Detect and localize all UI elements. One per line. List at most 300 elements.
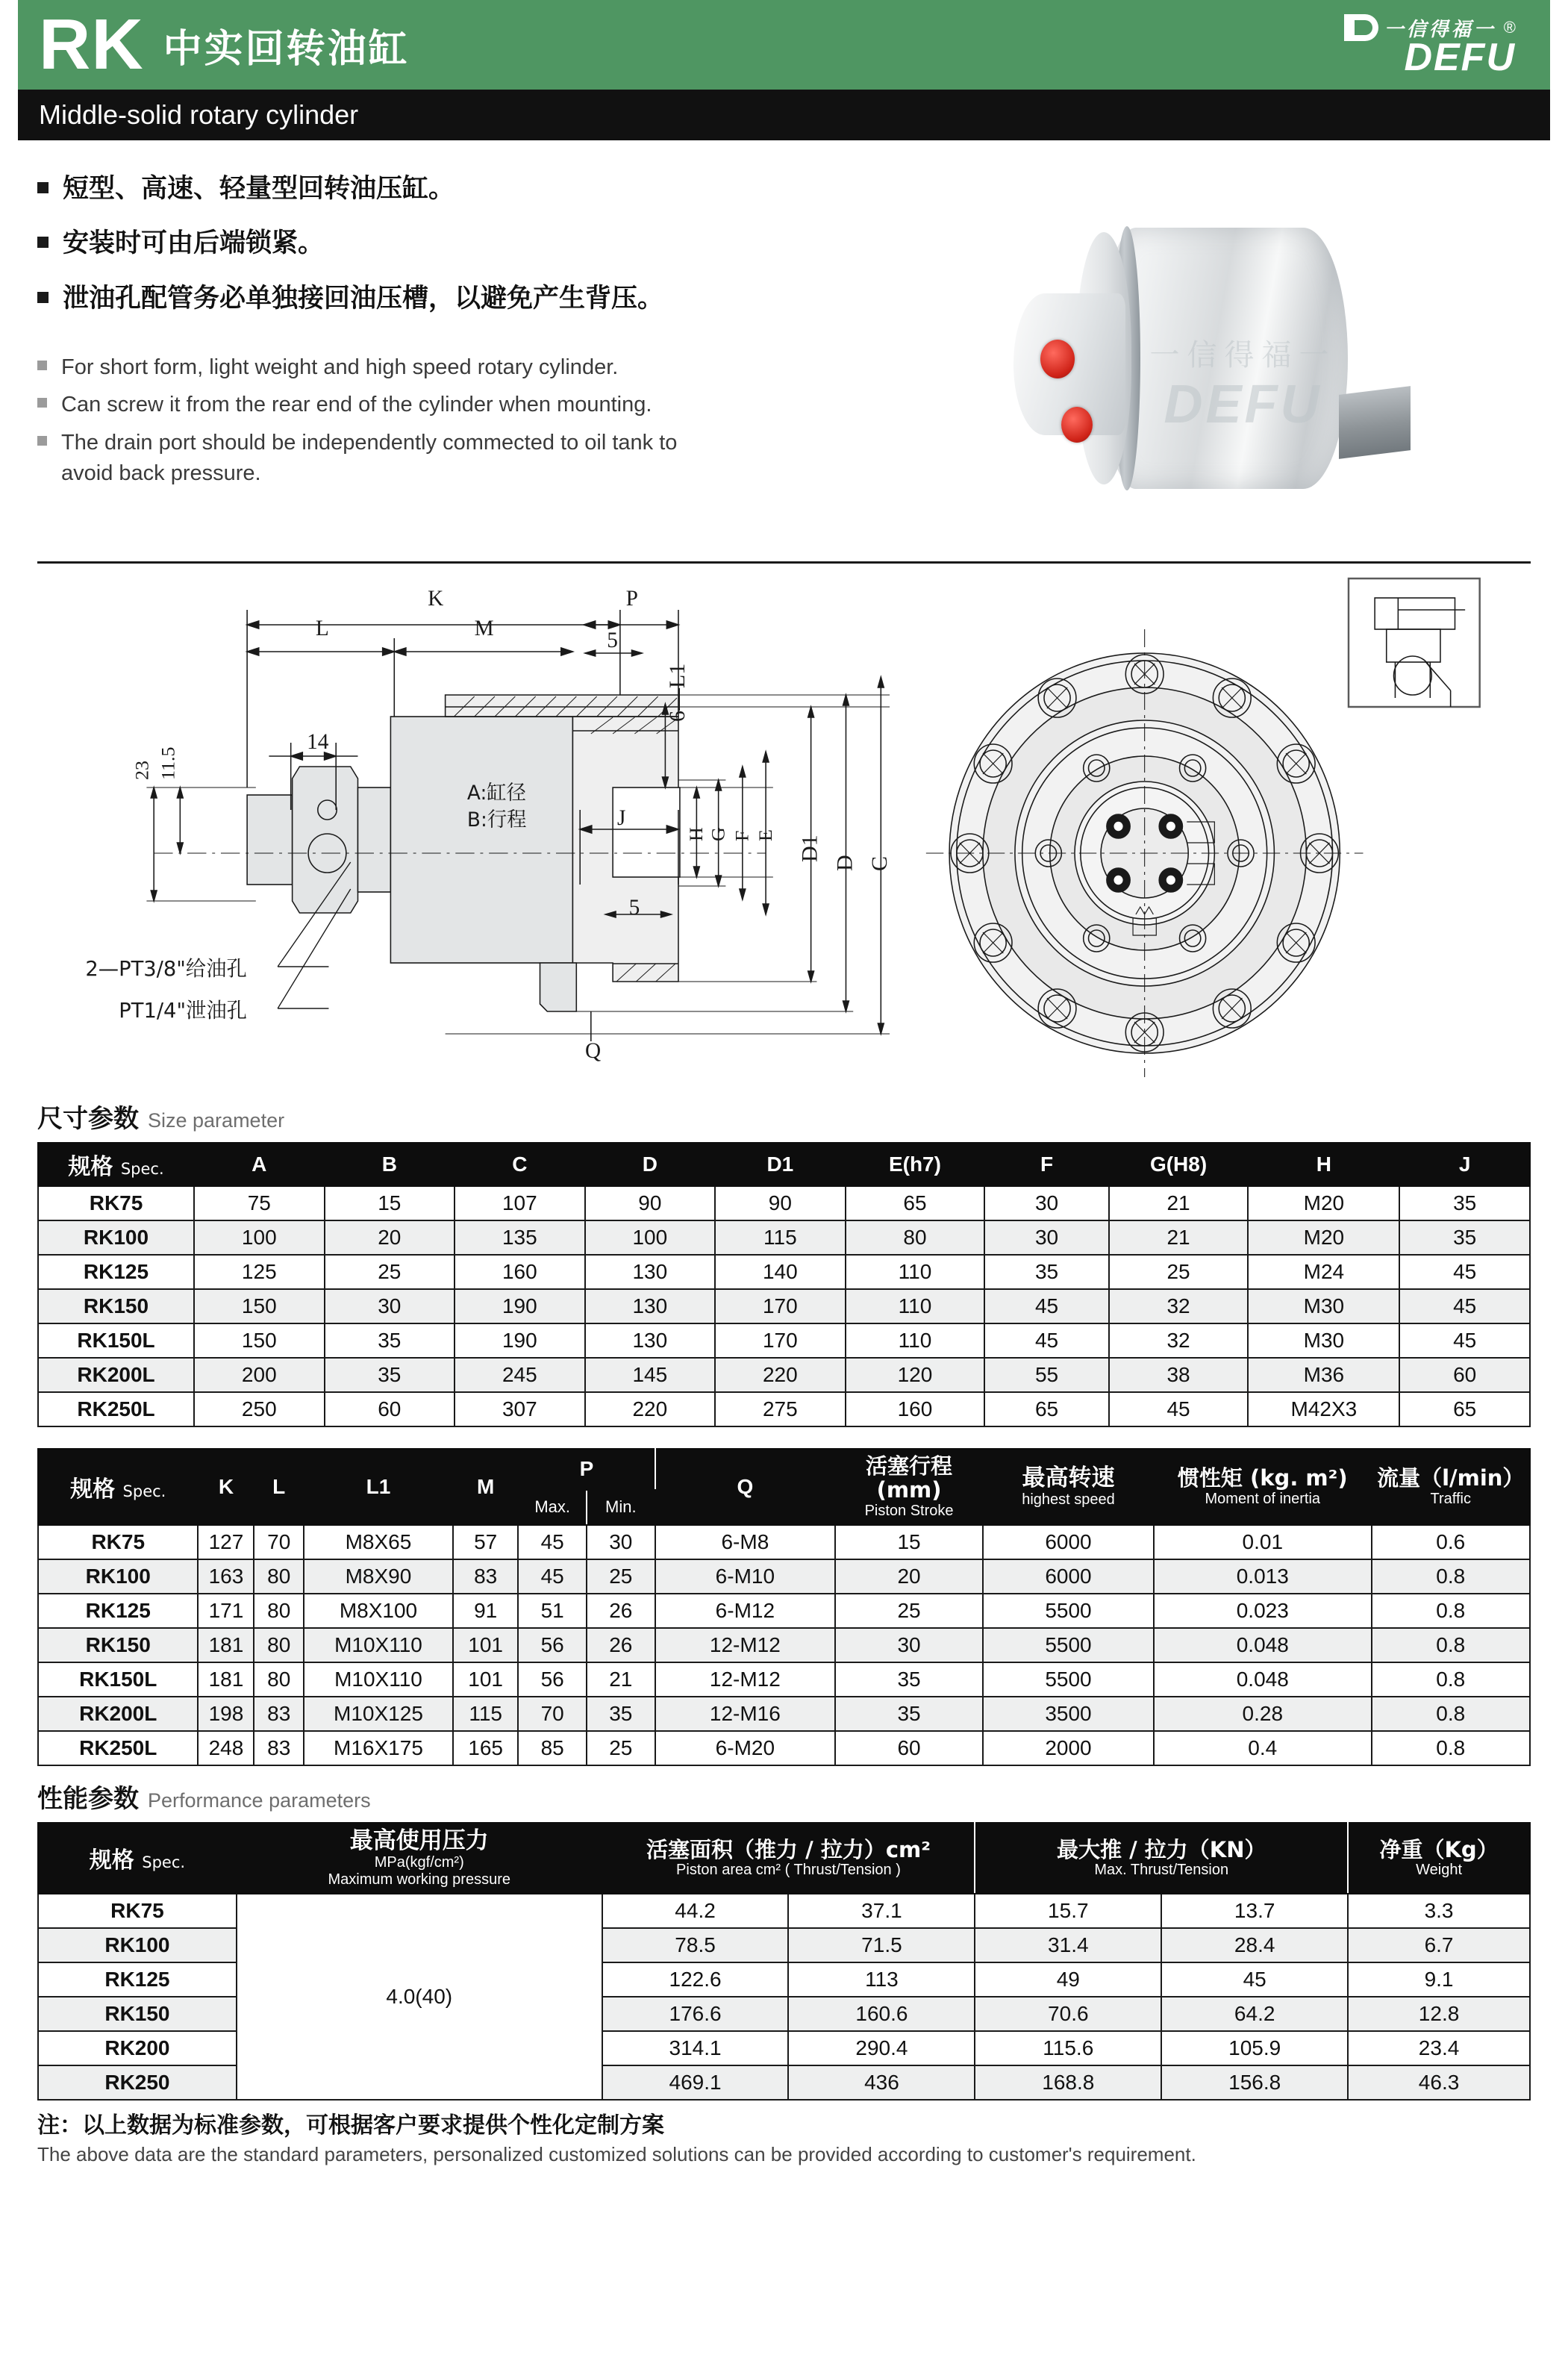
cell: 125 xyxy=(194,1255,325,1289)
cell: 0.023 xyxy=(1154,1594,1372,1628)
size-parameter-heading xyxy=(37,1098,1531,1135)
col-spec: 规格 Spec. xyxy=(38,1449,198,1525)
cell: 25 xyxy=(325,1255,455,1289)
cell: 35 xyxy=(325,1323,455,1358)
size-parameter-table-2 xyxy=(37,1448,1531,1766)
cell: 3500 xyxy=(983,1697,1154,1731)
logo-b-icon xyxy=(1344,14,1378,41)
cell: 45 xyxy=(984,1323,1108,1358)
cell: 21 xyxy=(587,1662,655,1697)
col-d: D xyxy=(585,1143,716,1186)
cell: 45 xyxy=(518,1525,587,1559)
cell-spec: RK100 xyxy=(38,1559,198,1594)
label-Q: Q xyxy=(585,1038,602,1064)
cell: 165 xyxy=(453,1731,518,1765)
table-row xyxy=(38,1697,1530,1731)
cell: 35 xyxy=(835,1697,983,1731)
label-bore-b: B:行程 xyxy=(466,808,527,832)
note-en: The above data are the standard parameters, personalized customized solutions can be provided according to customer's requirement. xyxy=(37,2142,1196,2165)
feature-text: 短型、高速、轻量型回转油压缸。 xyxy=(63,174,455,204)
cell: M30 xyxy=(1248,1289,1399,1323)
cell: 122.6 xyxy=(602,1962,789,1997)
cell: 80 xyxy=(254,1559,304,1594)
col-c: C xyxy=(455,1143,585,1186)
cell: 115.6 xyxy=(975,2031,1161,2065)
cell-spec: RK200L xyxy=(38,1697,198,1731)
feature-item-cn xyxy=(37,226,881,261)
cell: 60 xyxy=(835,1731,983,1765)
cell: 160.6 xyxy=(788,1997,975,2031)
label-five-top: 5 xyxy=(607,628,618,653)
callout-oil-port: 2—PT3/8"给油孔 xyxy=(85,955,247,982)
cell: 60 xyxy=(325,1392,455,1426)
cell: 65 xyxy=(846,1186,985,1220)
cell: 6000 xyxy=(983,1525,1154,1559)
cell-spec: RK150 xyxy=(38,1997,237,2031)
cell-spec: RK150 xyxy=(38,1628,198,1662)
cell: 275 xyxy=(715,1392,846,1426)
cell: 30 xyxy=(325,1289,455,1323)
cell: 20 xyxy=(325,1220,455,1255)
cell: 80 xyxy=(254,1662,304,1697)
cell: 5500 xyxy=(983,1662,1154,1697)
hdr-en: Max. Thrust/Tension xyxy=(1094,1862,1229,1879)
cell: 45 xyxy=(1399,1289,1530,1323)
cell-spec: RK200L xyxy=(38,1358,194,1392)
col-p-max: Max. xyxy=(518,1490,587,1525)
hdr-cn: 活塞面积（推力 / 拉力）cm² xyxy=(646,1836,931,1862)
cell-spec: RK75 xyxy=(38,1525,198,1559)
cell: 0.8 xyxy=(1372,1697,1530,1731)
cell: 12-M16 xyxy=(655,1697,836,1731)
cell: 100 xyxy=(585,1220,716,1255)
cell: 168.8 xyxy=(975,2065,1161,2100)
feature-text: 泄油孔配管务必单独接回油压槽，以避免产生背压。 xyxy=(63,283,664,314)
section-title-en: Size parameter xyxy=(148,1109,285,1132)
label-L: L xyxy=(315,616,329,641)
cell: 51 xyxy=(518,1594,587,1628)
cell: 307 xyxy=(455,1392,585,1426)
cell: 248 xyxy=(198,1731,254,1765)
cell: 115 xyxy=(715,1220,846,1255)
hdr-en: Weight xyxy=(1416,1862,1462,1879)
cell: M8X100 xyxy=(304,1594,453,1628)
size-table2-body xyxy=(38,1525,1530,1765)
cell: M42X3 xyxy=(1248,1392,1399,1426)
page-subtitle-en: Middle-solid rotary cylinder xyxy=(39,99,359,130)
cell: 12-M12 xyxy=(655,1628,836,1662)
col-h: H xyxy=(1248,1143,1399,1186)
cell: 35 xyxy=(984,1255,1108,1289)
cell: 170 xyxy=(715,1289,846,1323)
cell: M36 xyxy=(1248,1358,1399,1392)
cell: 0.8 xyxy=(1372,1662,1530,1697)
col-k: K xyxy=(198,1449,254,1525)
cell: 26 xyxy=(587,1628,655,1662)
table-row xyxy=(38,1628,1530,1662)
cell: 25 xyxy=(835,1594,983,1628)
cell: M20 xyxy=(1248,1220,1399,1255)
cell: 56 xyxy=(518,1662,587,1697)
label-J: J xyxy=(616,805,626,831)
feature-text: For short form, light weight and high speed rotary cylinder. xyxy=(61,355,619,379)
cell: 45 xyxy=(1161,1962,1348,1997)
col-p-group: P xyxy=(518,1449,655,1490)
hdr-en: highest speed xyxy=(1022,1491,1115,1508)
col-m: M xyxy=(453,1449,518,1525)
cell: 35 xyxy=(325,1358,455,1392)
cell: 20 xyxy=(835,1559,983,1594)
cell-spec: RK125 xyxy=(38,1255,194,1289)
cell: 71.5 xyxy=(788,1928,975,1962)
cell: 110 xyxy=(846,1323,985,1358)
cell: 56 xyxy=(518,1628,587,1662)
cell: 57 xyxy=(453,1525,518,1559)
cell: 12.8 xyxy=(1348,1997,1530,2031)
cell: 65 xyxy=(984,1392,1108,1426)
cell: 75 xyxy=(194,1186,325,1220)
section-title-cn: 性能参数 xyxy=(37,1783,139,1814)
cell: 0.8 xyxy=(1372,1731,1530,1765)
cell: 190 xyxy=(455,1289,585,1323)
cell: 170 xyxy=(715,1323,846,1358)
cell-spec: RK250 xyxy=(38,2065,237,2100)
col-d1: D1 xyxy=(715,1143,846,1186)
cell: 30 xyxy=(984,1186,1108,1220)
size-parameter-table xyxy=(37,1142,1531,1427)
cell: 160 xyxy=(846,1392,985,1426)
cell: 6000 xyxy=(983,1559,1154,1594)
bullet-square-icon xyxy=(37,436,47,446)
label-14: 14 xyxy=(307,729,329,755)
col-traffic xyxy=(1372,1449,1530,1525)
cell: 9.1 xyxy=(1348,1962,1530,1997)
cell: 78.5 xyxy=(602,1928,789,1962)
cell: 35 xyxy=(835,1662,983,1697)
table-row xyxy=(38,1662,1530,1697)
cell: 70.6 xyxy=(975,1997,1161,2031)
bullet-square-icon xyxy=(37,292,49,303)
cell-spec: RK250L xyxy=(38,1731,198,1765)
cell: 145 xyxy=(585,1358,716,1392)
label-F: F xyxy=(731,830,753,841)
cell: 83 xyxy=(453,1559,518,1594)
technical-drawing xyxy=(37,564,1531,1086)
cell: 90 xyxy=(715,1186,846,1220)
cell: 3.3 xyxy=(1348,1894,1530,1928)
cell: 83 xyxy=(254,1697,304,1731)
cell: 35 xyxy=(587,1697,655,1731)
cell-spec: RK150 xyxy=(38,1289,194,1323)
cell: 181 xyxy=(198,1662,254,1697)
col-p-min: Min. xyxy=(587,1490,655,1525)
cell: 25 xyxy=(1109,1255,1249,1289)
cell: 0.048 xyxy=(1154,1628,1372,1662)
cell: 30 xyxy=(587,1525,655,1559)
cell: 31.4 xyxy=(975,1928,1161,1962)
cell: 150 xyxy=(194,1289,325,1323)
cell: 0.8 xyxy=(1372,1628,1530,1662)
cylinder-key-tab xyxy=(1339,386,1411,459)
cell: 6-M12 xyxy=(655,1594,836,1628)
feature-item-en xyxy=(37,428,881,488)
cell: 6-M10 xyxy=(655,1559,836,1594)
page-title-cn: 中实回转油缸 xyxy=(163,26,410,72)
cell: 163 xyxy=(198,1559,254,1594)
cell: 30 xyxy=(984,1220,1108,1255)
cell: 65 xyxy=(1399,1392,1530,1426)
cell: M8X90 xyxy=(304,1559,453,1594)
cell: 200 xyxy=(194,1358,325,1392)
cell: 290.4 xyxy=(788,2031,975,2065)
cell: 26 xyxy=(587,1594,655,1628)
cell: 220 xyxy=(585,1392,716,1426)
performance-heading xyxy=(37,1778,1531,1815)
cell: 110 xyxy=(846,1255,985,1289)
label-D: D xyxy=(833,855,858,871)
cell: 171 xyxy=(198,1594,254,1628)
cell: 130 xyxy=(585,1255,716,1289)
cell: 90 xyxy=(585,1186,716,1220)
label-M: M xyxy=(474,616,494,641)
col-l: L xyxy=(254,1449,304,1525)
table-header-row xyxy=(38,1449,1530,1490)
col-j: J xyxy=(1399,1143,1530,1186)
col-a: A xyxy=(194,1143,325,1186)
table-row xyxy=(38,1894,1530,1928)
cell-spec: RK125 xyxy=(38,1962,237,1997)
cell-spec: RK75 xyxy=(38,1186,194,1220)
col-e: E(h7) xyxy=(846,1143,985,1186)
page-header xyxy=(18,0,1550,90)
cell: M30 xyxy=(1248,1323,1399,1358)
cell: 156.8 xyxy=(1161,2065,1348,2100)
registered-icon: ® xyxy=(1503,18,1516,37)
feature-list xyxy=(37,163,881,558)
cell: 0.4 xyxy=(1154,1731,1372,1765)
label-five-mid: 5 xyxy=(628,895,640,920)
feature-text: Can screw it from the rear end of the cylinder when mounting. xyxy=(61,393,652,417)
cell: 190 xyxy=(455,1323,585,1358)
cell: 37.1 xyxy=(788,1894,975,1928)
label-E: E xyxy=(755,829,776,841)
cell: 45 xyxy=(1109,1392,1249,1426)
cell: 38 xyxy=(1109,1358,1249,1392)
label-D1: D1 xyxy=(798,835,822,862)
cell: M10X110 xyxy=(304,1662,453,1697)
cell: 115 xyxy=(453,1697,518,1731)
cell: 13.7 xyxy=(1161,1894,1348,1928)
cell: 46.3 xyxy=(1348,2065,1530,2100)
label-11-5: 11.5 xyxy=(157,746,179,780)
cell: 140 xyxy=(715,1255,846,1289)
cell: 32 xyxy=(1109,1289,1249,1323)
hdr-en: Maximum working pressure xyxy=(328,1871,510,1888)
table-row xyxy=(38,1220,1530,1255)
hdr-cn: 活塞行程 xyxy=(866,1453,953,1479)
feature-text: The drain port should be independently commected to oil tank to avoid back pressure. xyxy=(61,430,678,485)
intro-section xyxy=(18,140,1550,558)
cell-spec: RK150L xyxy=(38,1662,198,1697)
cell: 21 xyxy=(1109,1220,1249,1255)
cell: 176.6 xyxy=(602,1997,789,2031)
performance-table xyxy=(37,1822,1531,2101)
hdr-en: Traffic xyxy=(1430,1490,1471,1507)
drain-port-icon xyxy=(1061,407,1093,443)
col-max-pressure xyxy=(237,1823,602,1894)
cell: 250 xyxy=(194,1392,325,1426)
bullet-square-icon xyxy=(37,237,49,248)
table-row xyxy=(38,1358,1530,1392)
table-row xyxy=(38,1731,1530,1765)
cell: 135 xyxy=(455,1220,585,1255)
table-row xyxy=(38,1289,1530,1323)
cell: 21 xyxy=(1109,1186,1249,1220)
cell-spec: RK75 xyxy=(38,1894,237,1928)
col-q: Q xyxy=(655,1449,836,1525)
hdr-unit: MPa(kgf/cm²) xyxy=(374,1853,464,1871)
cell: 130 xyxy=(585,1289,716,1323)
bullet-square-icon xyxy=(37,361,47,370)
col-piston-area xyxy=(602,1823,975,1894)
hdr-cn: 净重（Kg） xyxy=(1379,1836,1499,1862)
table-row xyxy=(38,1594,1530,1628)
cell: 28.4 xyxy=(1161,1928,1348,1962)
cell: 91 xyxy=(453,1594,518,1628)
col-max-force xyxy=(975,1823,1348,1894)
cell: M8X65 xyxy=(304,1525,453,1559)
label-C: C xyxy=(868,855,893,871)
cell: 80 xyxy=(846,1220,985,1255)
cell: M10X110 xyxy=(304,1628,453,1662)
cell: 101 xyxy=(453,1628,518,1662)
cell: 45 xyxy=(1399,1255,1530,1289)
feature-item-cn xyxy=(37,172,881,207)
col-spec: 规格 Spec. xyxy=(38,1143,194,1186)
cell: 45 xyxy=(518,1559,587,1594)
cell: 25 xyxy=(587,1559,655,1594)
cell: 2000 xyxy=(983,1731,1154,1765)
cell: 469.1 xyxy=(602,2065,789,2100)
cell: 0.6 xyxy=(1372,1525,1530,1559)
logo-slogan: 一信得福一 xyxy=(1384,18,1496,41)
cell: 127 xyxy=(198,1525,254,1559)
performance-table-body xyxy=(38,1894,1530,2100)
bullet-square-icon xyxy=(37,398,47,408)
cell: 55 xyxy=(984,1358,1108,1392)
cell: 113 xyxy=(788,1962,975,1997)
cell: 0.01 xyxy=(1154,1525,1372,1559)
table-row xyxy=(38,1525,1530,1559)
cell: 80 xyxy=(254,1594,304,1628)
product-photo xyxy=(881,163,1531,558)
hdr-cn: 最高使用压力 xyxy=(349,1827,489,1854)
cell: 83 xyxy=(254,1731,304,1765)
cell: 44.2 xyxy=(602,1894,789,1928)
logo-name: DEFU xyxy=(1404,36,1516,80)
col-moment-inertia xyxy=(1154,1449,1372,1525)
cell: 0.048 xyxy=(1154,1662,1372,1697)
cell: 0.8 xyxy=(1372,1559,1530,1594)
col-weight xyxy=(1348,1823,1530,1894)
cell: 107 xyxy=(455,1186,585,1220)
cell-spec: RK150L xyxy=(38,1323,194,1358)
label-H: H xyxy=(685,827,708,841)
label-G: G xyxy=(707,827,729,841)
watermark-cn: 一信得福一 xyxy=(1149,337,1337,372)
footer-note xyxy=(37,2111,1531,2168)
cell: 70 xyxy=(254,1525,304,1559)
feature-text: 安装时可由后端锁紧。 xyxy=(63,228,325,259)
cell: M10X125 xyxy=(304,1697,453,1731)
section-title-cn: 尺寸参数 xyxy=(37,1104,139,1134)
hdr-cn: 流量（l/min） xyxy=(1377,1465,1525,1491)
cell: 105.9 xyxy=(1161,2031,1348,2065)
cell: 70 xyxy=(518,1697,587,1731)
col-g: G(H8) xyxy=(1109,1143,1249,1186)
col-highest-speed xyxy=(983,1449,1154,1525)
cell: 6.7 xyxy=(1348,1928,1530,1962)
label-K: K xyxy=(428,586,444,611)
hdr-cn: 惯性矩 (kg. m²) xyxy=(1177,1465,1348,1491)
cell: 0.013 xyxy=(1154,1559,1372,1594)
oil-port-icon xyxy=(1040,340,1075,378)
cell: 15 xyxy=(325,1186,455,1220)
cell: 45 xyxy=(1399,1323,1530,1358)
cell-spec: RK250L xyxy=(38,1392,194,1426)
table-header-row xyxy=(38,1143,1530,1186)
page-subtitle-bar xyxy=(18,90,1550,140)
label-23: 23 xyxy=(131,761,153,780)
cell-spec: RK100 xyxy=(38,1220,194,1255)
cell: 120 xyxy=(846,1358,985,1392)
cell: 35 xyxy=(1399,1186,1530,1220)
feature-item-cn xyxy=(37,281,881,316)
table-row xyxy=(38,1255,1530,1289)
cell: 245 xyxy=(455,1358,585,1392)
cell: 12-M12 xyxy=(655,1662,836,1697)
table-row xyxy=(38,1559,1530,1594)
cell-spec: RK200 xyxy=(38,2031,237,2065)
cell: M16X175 xyxy=(304,1731,453,1765)
hdr-en: Moment of inertia xyxy=(1205,1490,1321,1507)
note-cn: 注：以上数据为标准参数，可根据客户要求提供个性化定制方案 xyxy=(37,2112,664,2139)
col-l1: L1 xyxy=(304,1449,453,1525)
label-bore-a: A:缸径 xyxy=(466,781,526,805)
cell: 25 xyxy=(587,1731,655,1765)
cell: 85 xyxy=(518,1731,587,1765)
cell: 45 xyxy=(984,1289,1108,1323)
label-6-L1: 6—L1 xyxy=(666,663,690,722)
cell: 30 xyxy=(835,1628,983,1662)
cell: 5500 xyxy=(983,1594,1154,1628)
col-f: F xyxy=(984,1143,1108,1186)
brand-logo xyxy=(1344,13,1529,80)
watermark-en: DEFU xyxy=(1163,374,1322,434)
cell-spec: RK100 xyxy=(38,1928,237,1962)
cell: 220 xyxy=(715,1358,846,1392)
col-spec: 规格 Spec. xyxy=(38,1823,237,1894)
model-code: RK xyxy=(39,4,144,84)
cell: 0.8 xyxy=(1372,1594,1530,1628)
cell: 436 xyxy=(788,2065,975,2100)
hdr-en: Piston area cm² ( Thrust/Tension ) xyxy=(676,1862,901,1879)
cell: 150 xyxy=(194,1323,325,1358)
callout-drain-port: PT1/4"泄油孔 xyxy=(119,997,247,1023)
cell: 130 xyxy=(585,1323,716,1358)
size-table-body xyxy=(38,1186,1530,1426)
bullet-square-icon xyxy=(37,182,49,193)
